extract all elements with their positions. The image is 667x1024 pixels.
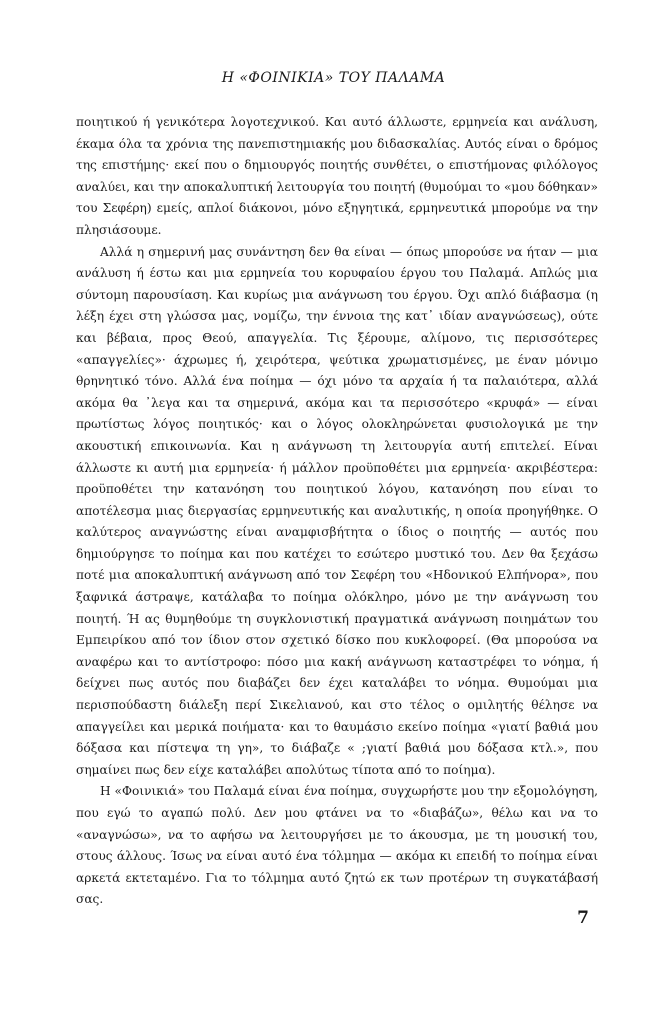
running-head: Η «ΦΟΙΝΙΚΙΑ» ΤΟΥ ΠΑΛΑΜΑ (221, 70, 446, 86)
paragraph-1: ποιητικού ή γενικότερα λογοτεχνικού. Και αυτό άλλωστε, ερμηνεία και ανάλυση, έκαμα όλα τα χρόνια της πανεπιστημιακής μου διδασκαλίας. Αυτός είναι ο δρόμος της επιστήμης· εκεί που ο δημιουργός ποιητής συνθέτει, ο επιστήμονας φιλόλογος αναλύει, και την αποκαλυπτική λειτουργία του ποιητή (θυμούμαι το «μου δόθηκαν» του Σεφέρη) εμείς, απλοί διάκονοι, μόνο εξηγητικά, ερμηνευτικά μπορούμε να την πλησιάσουμε. (76, 115, 598, 237)
page-number: 7 (577, 908, 589, 928)
paragraph-2: Αλλά η σημερινή μας συνάντηση δεν θα είναι — όπως μπορούσε να ήταν — μια ανάλυση ή έστω και μια ερμηνεία του κορυφαίου έργου του Παλαμά. Απλώς μια σύντομη παρουσίαση. Και κυρίως μια ανάγνωση του έργου. Όχι απλό διάβασμα (η λέξη έχει στη γλώσσα μας, νομίζω, την έννοια της κατ᾽ ιδίαν αναγνώσεως), ούτε και βέβαια, προς Θεού, απαγγελία. Τις ξέρουμε, αλίμονο, τις περισσότερες «απαγγελίες»· άχρωμες ή, χειρότερα, ψεύτικα χρωματισμένες, με έναν μόνιμο θρηνητικό τόνο. Αλλά ένα ποίημα — όχι μόνο τα αρχαία ή τα παλαιότερα, αλλά ακόμα θα ᾽λεγα και τα σημερινά, ακόμα και τα περισσότερο «κρυφά» — είναι πρωτίστως λόγος ποιητικός· και ο λόγος ολοκληρώνεται φυσιολογικά με την ακουστική επικοινωνία. Και η ανάγνωση τη λειτουργία αυτή επιτελεί. Είναι άλλωστε κι αυτή μια ερμηνεία· ή μάλλον προϋποθέτει μια ερμηνεία· ακριβέστερα: προϋποθέτει την κατανόηση του ποιητικού λόγου, κατανόηση που είναι το αποτέλεσμα μιας διεργασίας ερμηνευτικής και αναλυτικής, η οποία προηγήθηκε. Ο καλύτερος αναγνώστης είναι αναμφισβήτητα ο ίδιος ο ποιητής — αυτός που δημιούργησε το ποίημα και που κατέχει το εσώτερο μυστικό του. Δεν θα ξεχάσω ποτέ μια αποκαλυπτική ανάγνωση από τον Σεφέρη του «Ηδονικού Ελπήνορα», που ξαφνικά άστραψε, κατάλαβα το ποίημα ολόκληρο, μόνο με την ανάγνωση του ποιητή. Ή ας θυμηθούμε τη συγκλονιστική πραγματικά ανάγνωση ποιημάτων του Εμπειρίκου από τον ίδιον στον σχετικό δίσκο που κυκλοφορεί. (Θα μπορούσα να αναφέρω και το αντίστροφο: πόσο μια κακή ανάγνωση καταστρέφει το νόημα, ή δείχνει πως αυτός που διαβάζει δεν έχει καταλάβει το νόημα. Θυμούμαι μια περισπούδαστη διάλεξη περί Σικελιανού, και στο τέλος ο ομιλητής θέλησε να απαγγείλει και μερικά ποιήματα· και το θαυμάσιο εκείνο ποίημα «γιατί βαθιά μου δόξασα και πίστεψα τη γη», το διάβαζε « ;γιατί βαθιά μου δόξασα κτλ.», που σημαίνει πως δεν είχε καταλάβει απολύτως τίποτα από το ποίημα). (76, 244, 598, 777)
paragraph-3: Η «Φοινικιά» του Παλαμά είναι ένα ποίημα, συγχωρήστε μου την εξομολόγηση, που εγώ το αγαπώ πολύ. Δεν μου φτάνει να το «διαβάζω», θέλω και να το «αναγνώσω», να το αφήσω να λειτουργήσει με το άκουσμα, με τη μουσική του, στους άλλους. Ίσως να είναι αυτό ένα τόλμημα — ακόμα κι επειδή το ποίημα είναι αρκετά εκτεταμένο. Για το τόλμημα αυτό ζητώ εκ των προτέρων τη συγκατάβασή σας. (76, 784, 598, 907)
body-text (76, 112, 598, 911)
